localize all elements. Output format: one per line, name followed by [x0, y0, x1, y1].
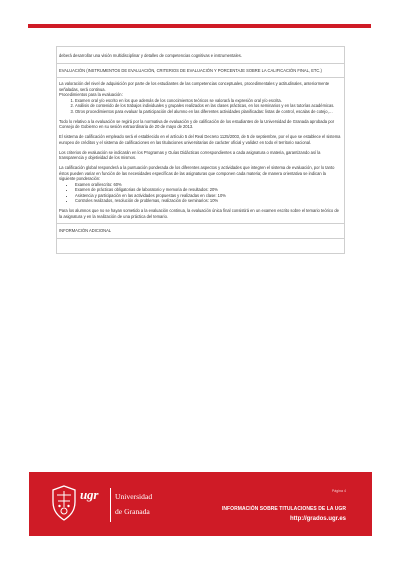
university-crest-icon	[51, 485, 77, 521]
additional-info-heading-row	[57, 224, 344, 239]
evaluation-intro: La valoración del nivel de adquisición por parte de los estudiantes de las competencias conceptuales, procedimentales y actitudinales, anteriormente señaladas, será continua.	[59, 81, 330, 92]
list-item: 2. Análisis de contenido de los trabajos individuales y grupales realizados en las clases prácticas, en los seminarios y en las tutorías académicas.	[75, 103, 342, 109]
evaluation-procedures-label: Procedimientos para la evaluación:	[59, 92, 123, 97]
additional-info-body-row	[57, 239, 344, 254]
guide-table	[56, 46, 345, 254]
list-item: 1. Examen oral y/o escrito en los que además de los conocimientos teóricos se valorará la expresión oral y/o escrita.	[75, 98, 342, 104]
brand-logotype: ugr	[80, 487, 99, 502]
footer-url-link[interactable]: http://grados.ugr.es	[289, 516, 346, 522]
evaluation-body-row	[57, 78, 344, 224]
university-name-line1: Universidad	[115, 492, 153, 501]
competences-text: deberá desarrollar una visión multidisciplinar y detalles de competencias cognitivas e instrumentales.	[59, 53, 242, 58]
header-red-bar	[28, 24, 371, 28]
list-item: • Examen de prácticas obligatorias de laboratorio y memoria de resultados: 20%	[75, 187, 342, 193]
brand-divider	[110, 488, 111, 522]
evaluation-criteria: Los criterios de evaluación se indicarán en los Programas y Guías Didácticas correspondientes a cada asignatura o materia, garantizando así la transparencia y objetividad de los mismos.	[59, 149, 321, 160]
evaluation-regulation: Todo lo relativo a la evaluación se regirá por la normativa de evaluación y de calificación de los estudiantes de la Universidad de Granada aprobada por Consejo de Gobierno en su sesión extraordinaria de 20 de mayo de 2013.	[59, 118, 335, 129]
evaluation-single-final: Para los alumnos que no se hayan sometido a la evaluación continua, la evaluación única final consistirá en un examen escrito sobre el temario teórico de la asignatura y en la realización de una práctica del temario.	[59, 208, 339, 219]
list-item: • Controles realizados, resolución de problemas, realización de seminarios: 10%	[75, 198, 342, 204]
competences-row	[57, 47, 344, 64]
footer-info-title: INFORMACIÓN SOBRE TITULACIONES DE LA UGR	[221, 506, 346, 512]
footer-banner	[29, 472, 372, 536]
list-item: 3. Otros procedimientos para evaluar la participación del alumno en las diferentes actividades planificadas: listas de control, escalas de cotejo,…	[75, 109, 342, 115]
list-item: • Examen oral/escrito: 60%	[75, 182, 342, 188]
evaluation-heading: EVALUACIÓN (INSTRUMENTOS DE EVALUACIÓN, CRITERIOS DE EVALUACIÓN Y PORCENTAJE SOBRE LA CALIFICACIÓN FINAL, ETC.)	[59, 67, 322, 73]
university-name-line2: de Granada	[115, 507, 150, 516]
evaluation-grading-system: El sistema de calificación empleado será el establecido en el artículo 5 del Real Decreto 1125/2003, de 5 de septiembre, por el que se establece el sistema europeo de créditos y el sistema de calificaciones en las titulaciones universitarias de carácter oficial y validez en todo el territorio nacional.	[59, 134, 341, 145]
list-item: • Asistencia y participación en las actividades propuestas y realizadas en clase: 10%	[75, 193, 342, 199]
evaluation-heading-row	[57, 64, 344, 79]
evaluation-weighting: La calificación global responderá a la puntuación ponderada de los diferentes aspectos y actividades que integren el sistema de evaluación, por lo tanto éstos pueden variar en función de las necesidades específicas de las asignaturas que componen cada materia; de manera orientativa se indican la siguiente ponderación:	[59, 165, 335, 181]
evaluation-weights-list	[59, 182, 342, 204]
evaluation-procedures-list	[59, 98, 342, 115]
additional-info-heading: INFORMACIÓN ADICIONAL	[59, 228, 112, 233]
page-number: Página 4	[331, 489, 346, 493]
